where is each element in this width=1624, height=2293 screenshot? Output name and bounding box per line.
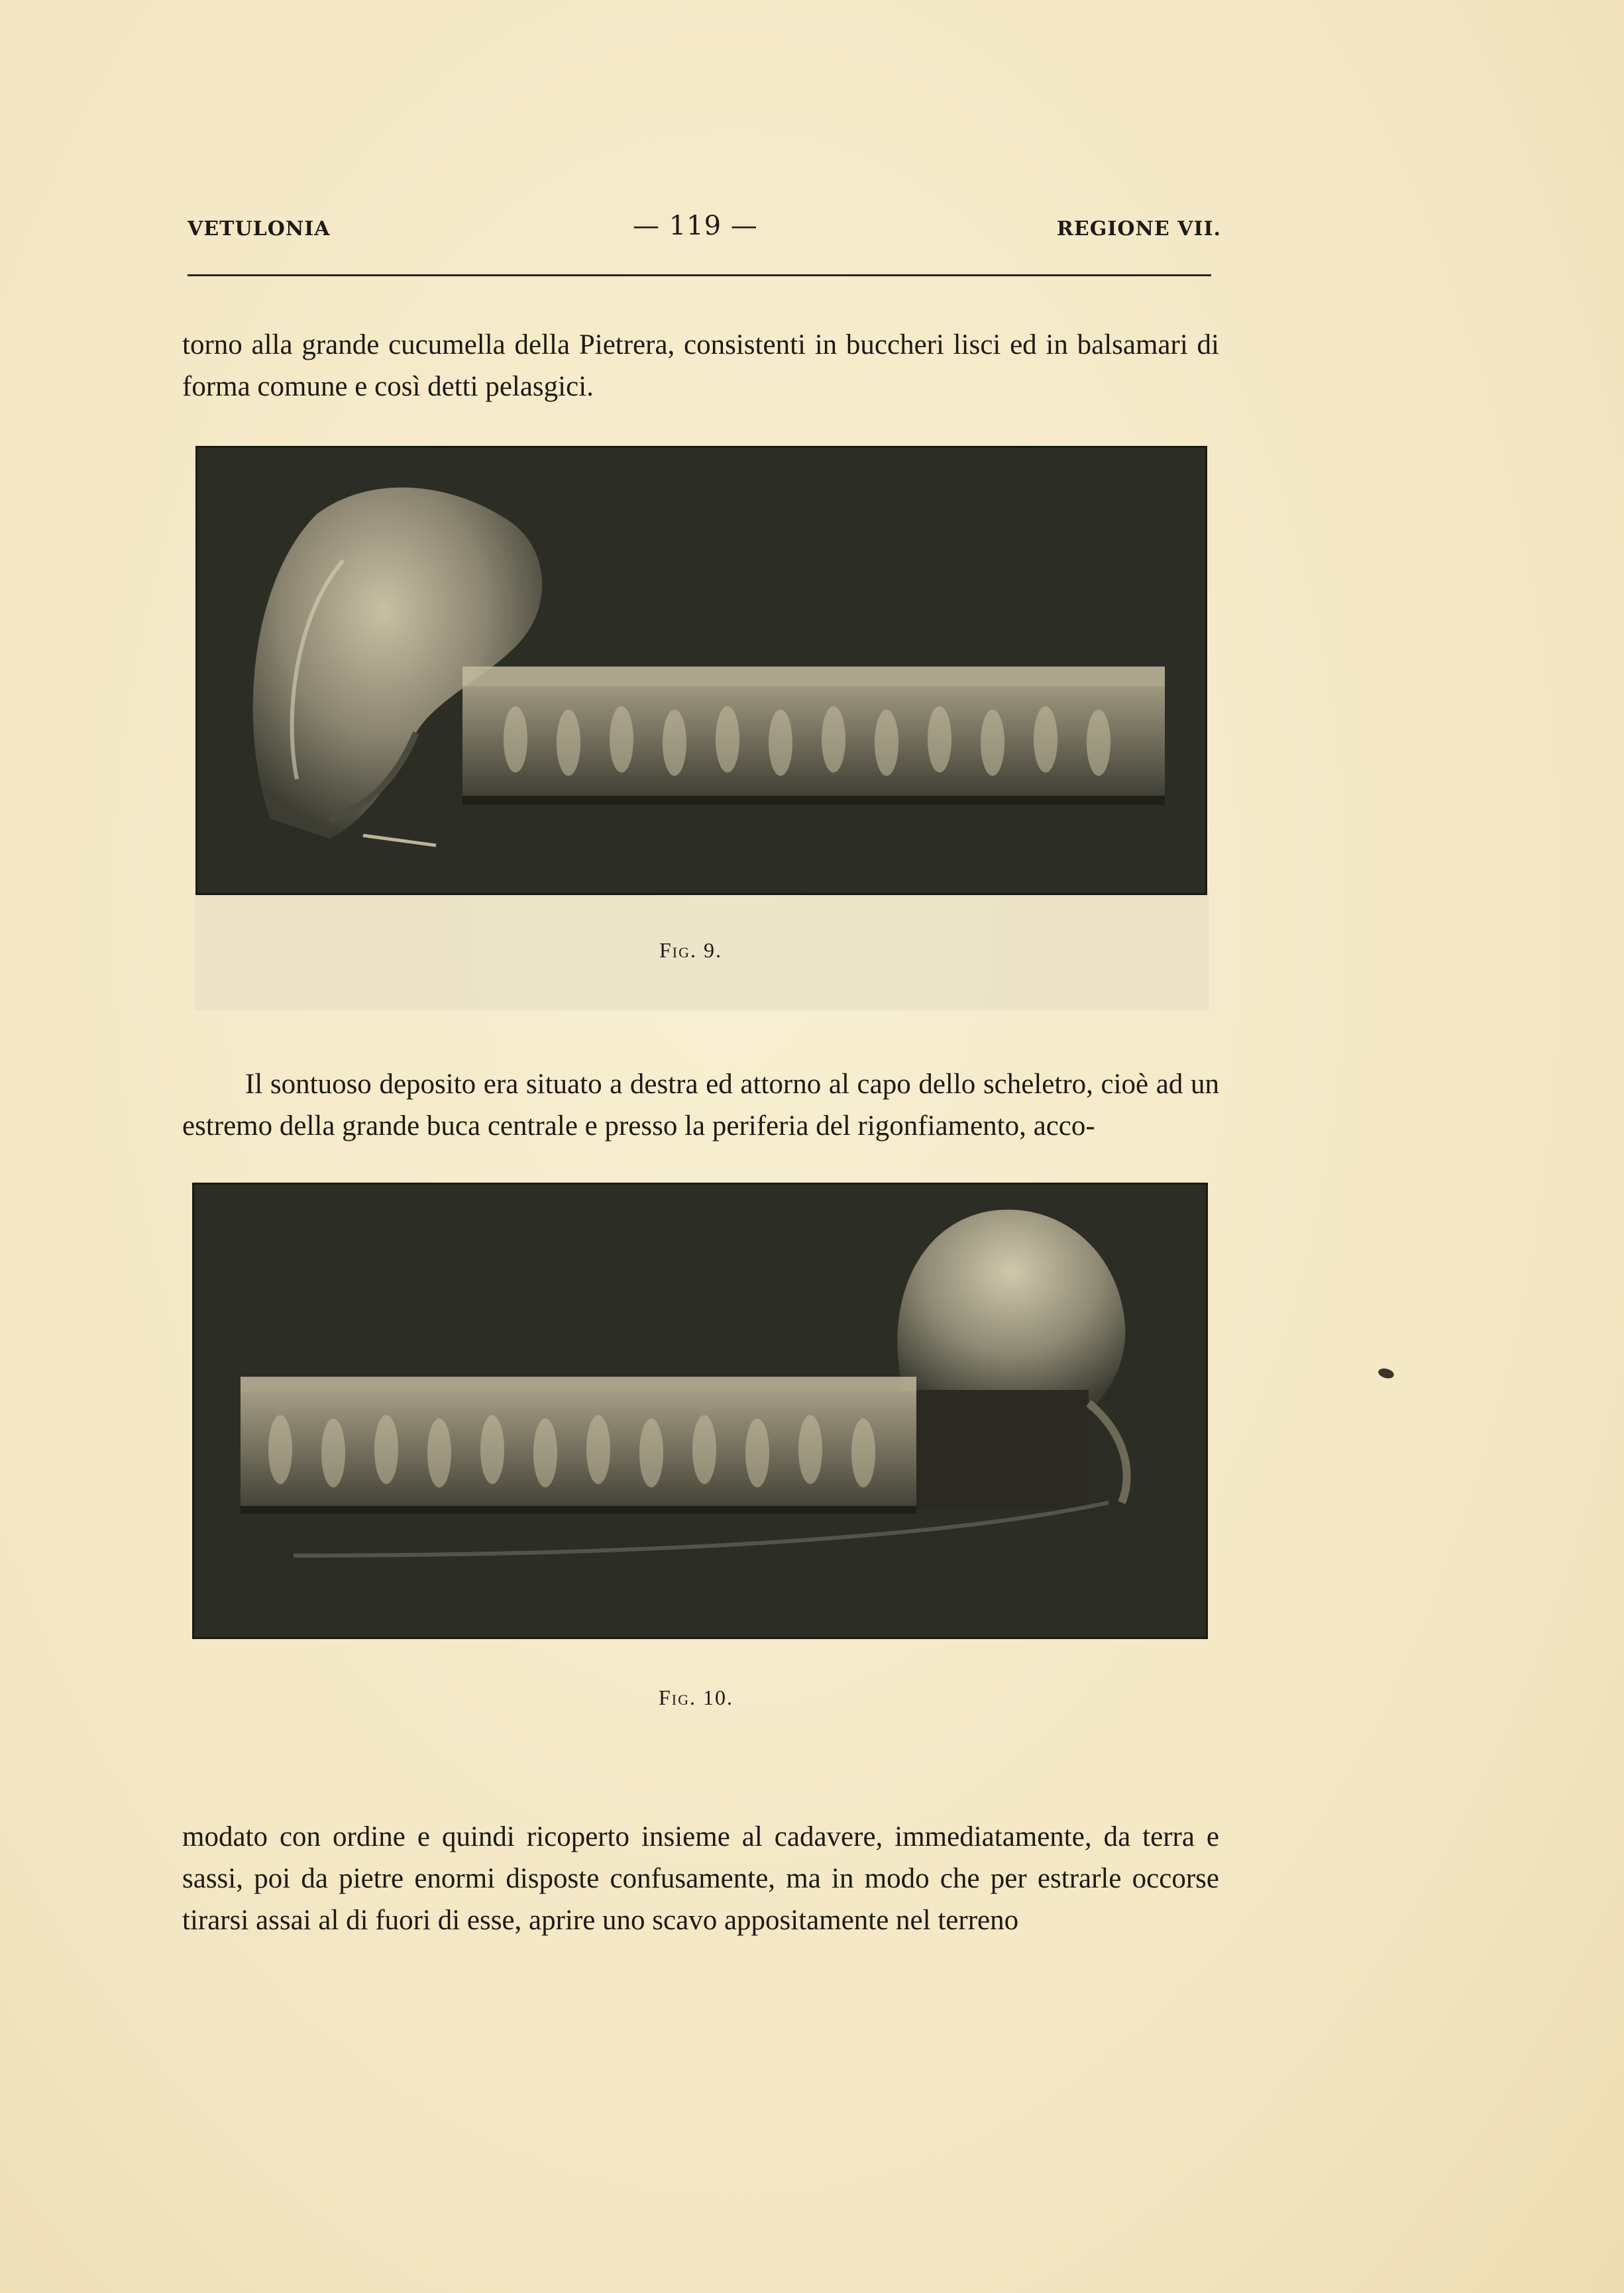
figure-9-number: 9. xyxy=(704,938,723,962)
header-rule xyxy=(188,274,1211,276)
figure-9-artwork xyxy=(197,448,1205,893)
figure-10-photo xyxy=(192,1183,1208,1639)
page-number: — 119 — xyxy=(633,211,758,241)
figure-9-label: Fig. xyxy=(659,938,698,962)
figure-9-photo xyxy=(195,446,1207,895)
figure-9-caption xyxy=(659,938,722,963)
paragraph-2: Il sontuoso deposito era situato a destra ed attorno al capo dello scheletro, cioè ad un estremo della grande buca centrale e presso la periferia del rigonfiamento, acco- xyxy=(182,1069,1219,1142)
figure-10-number: 10. xyxy=(703,1685,734,1709)
header-site-name: VETULONIA xyxy=(188,217,331,240)
figure-10-artwork xyxy=(194,1185,1206,1637)
paragraph-3: modato con ordine e quindi ricoperto insieme al cadavere, immediatamente, da terra e sassi, poi da pietre enormi disposte confusamente, ma in modo che per estrarle occorse tirarsi assai al di fuori di esse, aprire uno scavo appositamente nel terreno xyxy=(182,1821,1219,1936)
running-head xyxy=(188,211,1221,250)
paragraph-1: torno alla grande cucumella della Pietrera, consistenti in buccheri lisci ed in balsamari di forma comune e così detti pelasgici. xyxy=(182,329,1219,402)
header-region: REGIONE VII. xyxy=(1056,217,1221,240)
figure-10-caption xyxy=(659,1685,733,1710)
figure-10-label: Fig. xyxy=(659,1685,697,1709)
